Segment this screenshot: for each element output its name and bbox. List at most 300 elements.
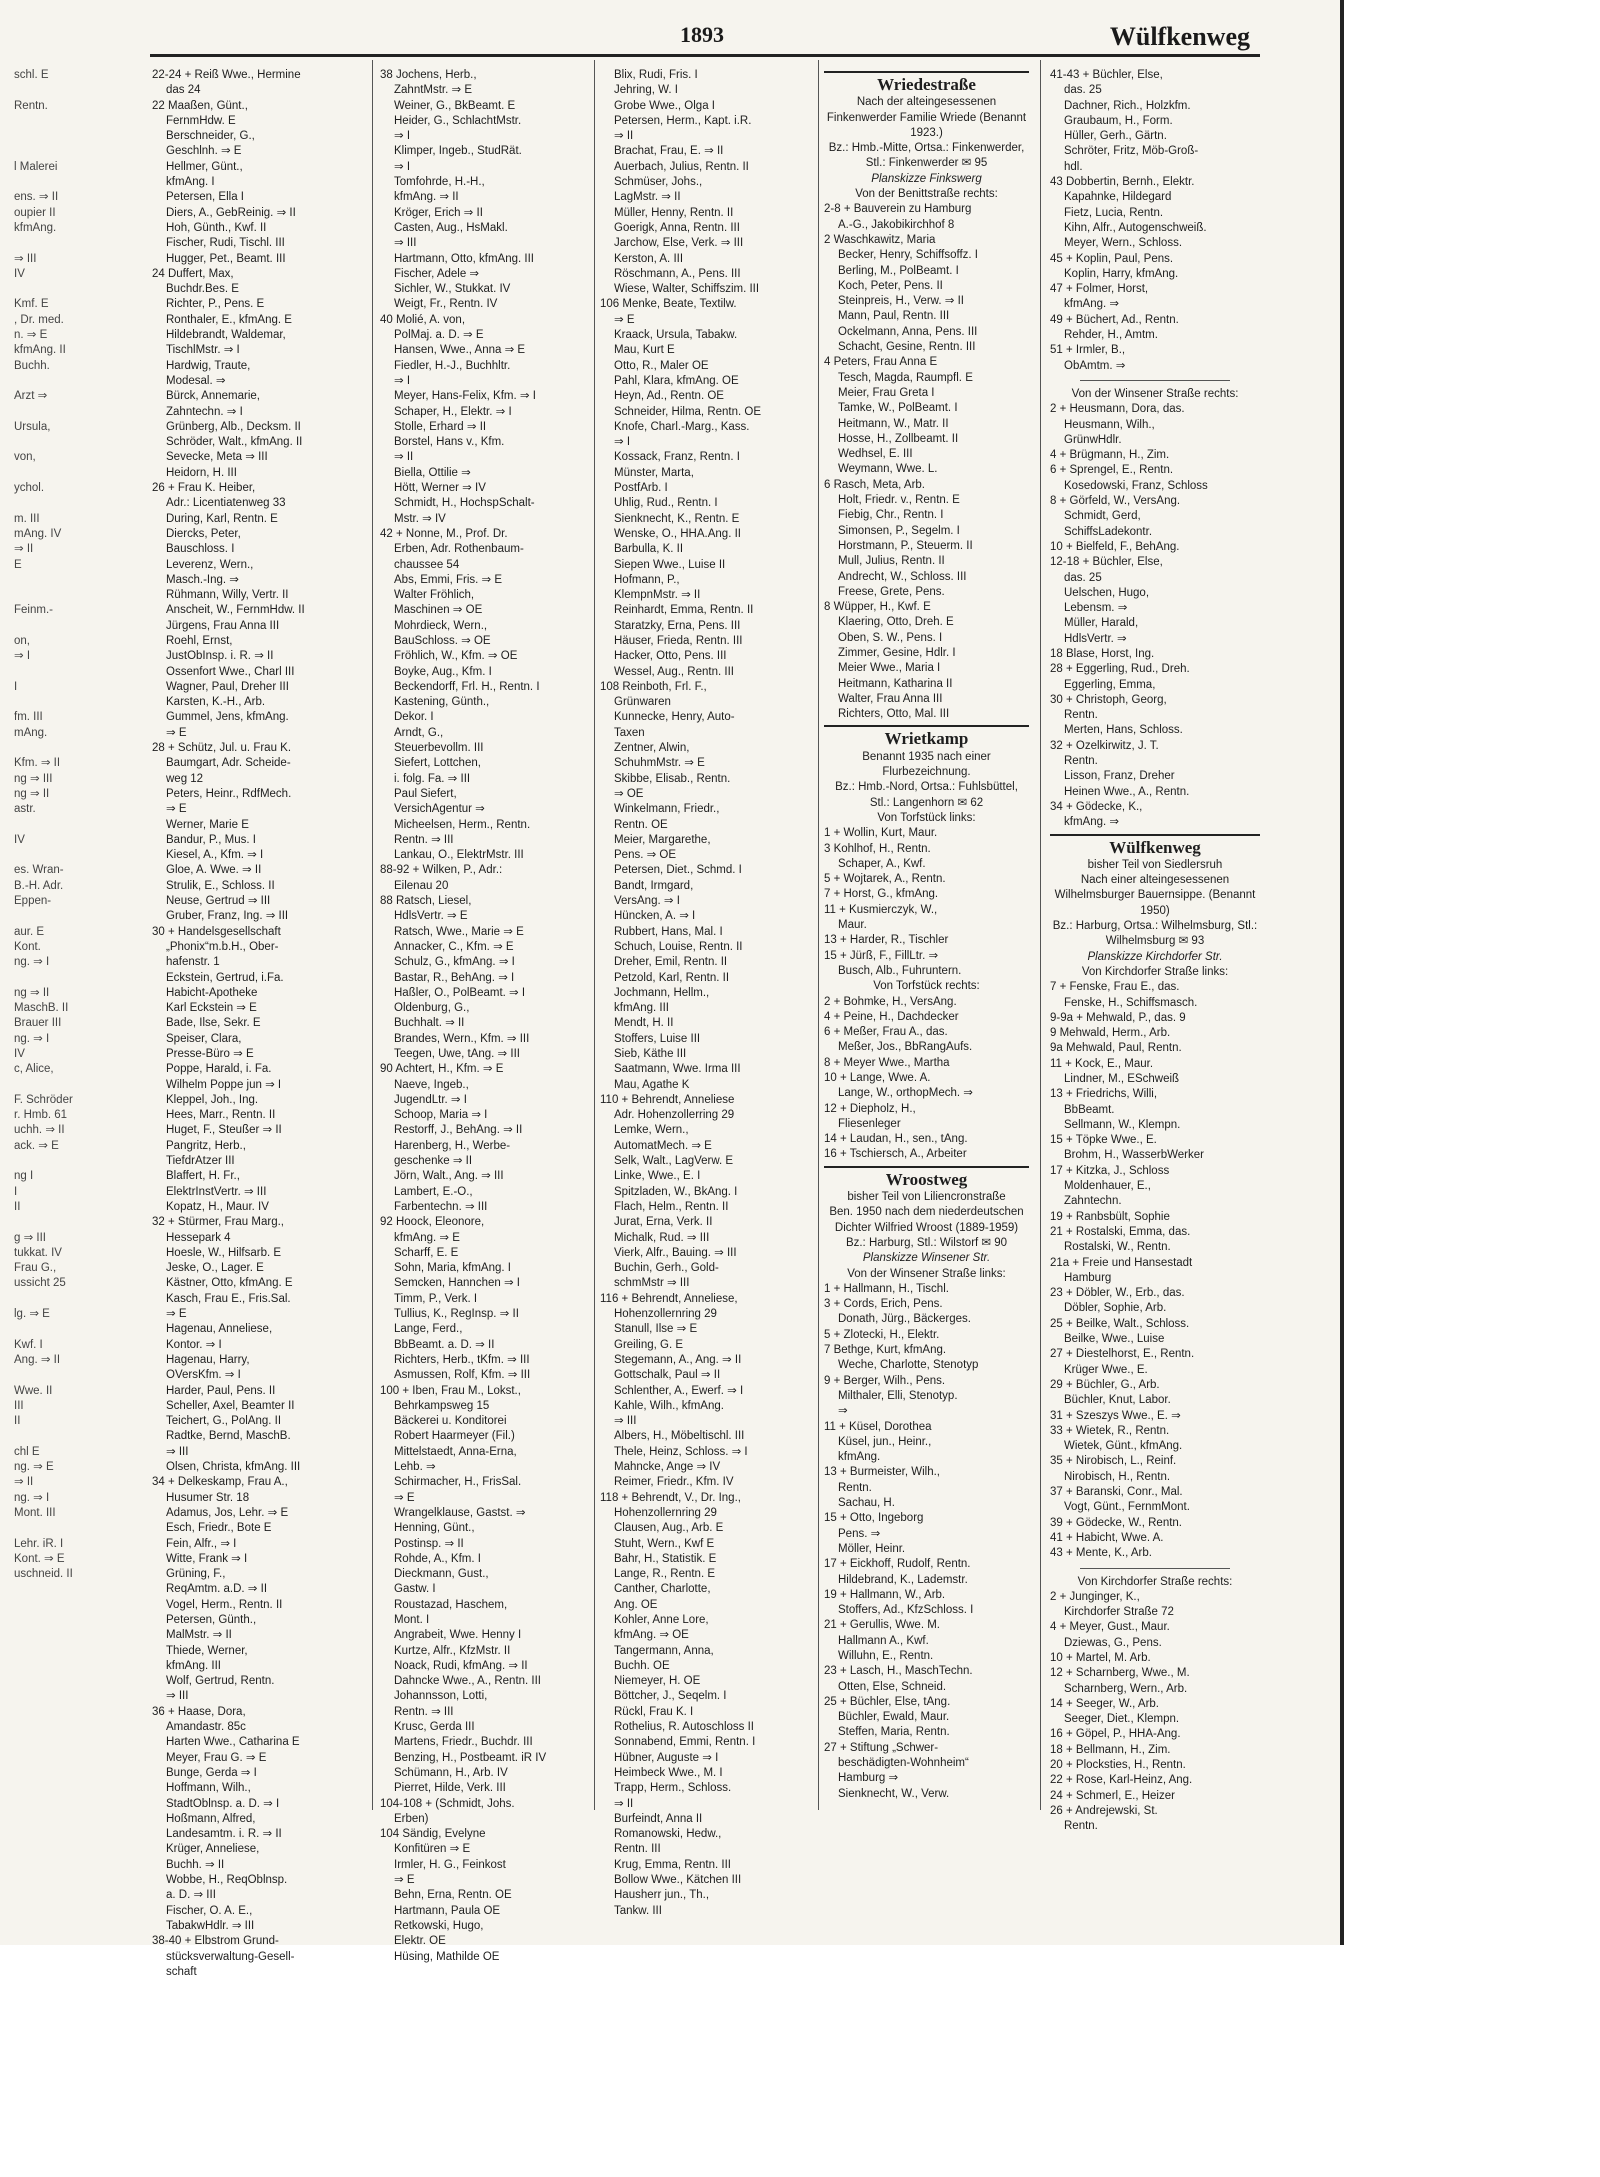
directory-line: Schröter, Fritz, Möb-Groß- xyxy=(1064,145,1199,158)
directory-line: Wessel, Aug., Rentn. III xyxy=(614,665,734,678)
directory-line: Koplin, Harry, kfmAng. xyxy=(1064,267,1179,280)
directory-line: Niemeyer, H. OE xyxy=(614,1675,701,1688)
directory-line: 22-24 + Reiß Wwe., Hermine xyxy=(152,69,301,81)
directory-line: Strulik, E., Schloss. II xyxy=(166,879,275,892)
directory-line: Spitzladen, W., BkAng. I xyxy=(614,1185,738,1198)
directory-line: Teegen, Uwe, tAng. ⇒ III xyxy=(394,1048,520,1060)
directory-line: Knofe, Charl.-Marg., Kass. xyxy=(614,420,750,433)
directory-line: oupier II xyxy=(14,206,56,219)
directory-line: Röschmann, A., Pens. III xyxy=(614,267,741,280)
directory-line: Meyer, Frau G. ⇒ E xyxy=(166,1751,267,1764)
directory-line: Brohm, H., WasserbWerker xyxy=(1064,1149,1204,1162)
directory-line: Zahntechn. ⇒ I xyxy=(166,405,243,418)
resident-list xyxy=(1050,980,1260,1561)
street-intro: Nach der alteingesessenen Finkenwerder Familie Wriede (Benannt 1923.) xyxy=(826,96,1027,139)
directory-line: Müller, Harald, xyxy=(1064,617,1139,630)
directory-line: 31 + Szeszys Wwe., E. ⇒ xyxy=(1050,1409,1181,1422)
directory-line: Peters, Heinr., RdfMech. xyxy=(166,787,292,800)
street-admin-info: Bz.: Hmb.-Nord, Ortsa.: Fuhlsbüttel, Stl.: Langenhorn ✉ 62 xyxy=(835,781,1018,809)
directory-line: Fietz, Lucia, Rentn. xyxy=(1064,206,1164,219)
directory-line: 28 + Schütz, Jul. u. Frau K. xyxy=(152,742,292,755)
directory-line: 49 + Büchert, Ad., Rentn. xyxy=(1050,313,1179,326)
directory-line: JugendLtr. ⇒ I xyxy=(394,1093,467,1106)
directory-line: Postinsp. ⇒ II xyxy=(394,1537,464,1550)
directory-line: 4 + Brügmann, H., Zim. xyxy=(1050,449,1170,462)
directory-line: Wilhelm Poppe jun ⇒ I xyxy=(166,1078,282,1091)
directory-line: 6 Rasch, Meta, Arb. xyxy=(824,478,925,491)
section-rule xyxy=(1050,834,1260,836)
street-admin-info: Bz.: Harburg, Stl.: Wilstorf ✉ 90 xyxy=(845,1236,1008,1249)
directory-line: 19 + Hallmann, W., Arb. xyxy=(824,1588,946,1601)
directory-line: Eckstein, Gertrud, i.Fa. xyxy=(166,971,284,984)
directory-line: ⇒ II xyxy=(394,451,414,464)
directory-line: Thele, Heinz, Schloss. ⇒ I xyxy=(614,1445,748,1458)
direction-note: Von Kirchdorfer Straße rechts: xyxy=(1077,1575,1233,1588)
directory-line: Hamburg xyxy=(1064,1271,1112,1284)
directory-line: ⇒ OE xyxy=(614,787,644,800)
directory-line: Erben, Adr. Rothenbaum- xyxy=(394,543,524,556)
directory-line: Stoffers, Ad., KfzSchloss. I xyxy=(838,1604,974,1617)
directory-line: Rentn. OE xyxy=(614,818,668,831)
directory-line: Hohenzollernring 29 xyxy=(614,1506,717,1519)
directory-line: 37 + Baranski, Conr., Mal. xyxy=(1050,1486,1183,1499)
directory-line: Pierret, Hilde, Verk. III xyxy=(394,1782,506,1795)
directory-line: Erben) xyxy=(394,1812,429,1825)
directory-line xyxy=(0,573,110,588)
directory-line: Jarchow, Else, Verk. ⇒ III xyxy=(614,237,744,250)
directory-line: Kirchdorfer Straße 72 xyxy=(1064,1606,1174,1619)
directory-line: Brandes, Wern., Kfm. ⇒ III xyxy=(394,1032,530,1045)
directory-line: lg. ⇒ E xyxy=(14,1308,50,1321)
directory-line: Arzt ⇒ xyxy=(14,390,48,403)
directory-line: Saatmann, Wwe. Irma III xyxy=(614,1063,741,1076)
directory-line: fm. III xyxy=(14,711,43,724)
directory-line: Baumgart, Adr. Scheide- xyxy=(166,757,291,770)
directory-line: Mont. I xyxy=(394,1613,430,1626)
directory-line: Jochmann, Hellm., xyxy=(614,986,710,999)
directory-line: Winkelmann, Friedr., xyxy=(614,803,720,816)
resident-list xyxy=(824,202,1029,722)
directory-line: Scheller, Axel, Beamter II xyxy=(166,1399,295,1412)
directory-line: MalMstr. ⇒ II xyxy=(166,1629,232,1642)
directory-line: Rühmann, Willy, Vertr. II xyxy=(166,589,289,602)
directory-line: Pahl, Klara, kfmAng. OE xyxy=(614,374,739,387)
directory-line: Müller, Henny, Rentn. II xyxy=(614,206,734,219)
directory-line: 14 + Seeger, W., Arb. xyxy=(1050,1697,1159,1710)
directory-line: Sachau, H. xyxy=(838,1497,895,1510)
directory-line: 25 + Beilke, Walt., Schloss. xyxy=(1050,1317,1190,1330)
directory-line: Krüger Wwe., E. xyxy=(1064,1363,1148,1376)
directory-line: Lebensm. ⇒ xyxy=(1064,602,1128,615)
directory-line: Noack, Rudi, kfmAng. ⇒ II xyxy=(394,1659,528,1672)
directory-line: Krüger, Anneliese, xyxy=(166,1843,260,1856)
directory-line: ZahntMstr. ⇒ E xyxy=(394,84,473,97)
directory-line: Rentn. xyxy=(1064,755,1098,768)
directory-line: ⇒ II xyxy=(614,1797,634,1810)
directory-line: Dahncke Wwe., A., Rentn. III xyxy=(394,1675,542,1688)
column-divider xyxy=(594,60,595,1810)
directory-line: 88 Ratsch, Liesel, xyxy=(380,895,472,908)
directory-line: Stanull, Ilse ⇒ E xyxy=(614,1323,698,1336)
directory-line: Micheelsen, Herm., Rentn. xyxy=(394,818,531,831)
directory-line: Behrkampsweg 15 xyxy=(394,1399,490,1412)
directory-line: 47 + Folmer, Horst, xyxy=(1050,283,1149,296)
directory-line: Zahntechn. xyxy=(1064,1195,1122,1208)
directory-line: Eilenau 20 xyxy=(394,879,449,892)
directory-line xyxy=(0,374,110,389)
directory-line: Klaering, Otto, Dreh. E xyxy=(838,616,954,629)
directory-line: Rentn. III xyxy=(614,1843,661,1856)
directory-line: 34 + Gödecke, K., xyxy=(1050,800,1143,813)
directory-line: ng ⇒ II xyxy=(14,787,50,800)
directory-line: 9-9a + Mehwald, P., das. 9 xyxy=(1050,1011,1186,1024)
directory-line xyxy=(0,435,110,450)
directory-line xyxy=(0,282,110,297)
directory-line: Hamburg ⇒ xyxy=(838,1772,899,1785)
directory-line: OVersKfm. ⇒ I xyxy=(166,1369,241,1382)
directory-line: 39 + Gödecke, W., Rentn. xyxy=(1050,1516,1183,1529)
directory-line: beschädigten-Wohnheim“ xyxy=(838,1757,969,1770)
directory-line: Meßer, Jos., BbRangAufs. xyxy=(838,1041,973,1054)
directory-line: Bäckerei u. Konditorei xyxy=(394,1415,507,1428)
directory-line: Petersen, Herm., Kapt. i.R. xyxy=(614,114,752,127)
directory-line: FernmHdw. E xyxy=(166,114,236,127)
directory-line: Weiner, G., BkBeamt. E xyxy=(394,99,516,112)
directory-line: Dekor. I xyxy=(394,711,434,724)
directory-line: Walter Fröhlich, xyxy=(394,589,475,602)
directory-line: Presse-Büro ⇒ E xyxy=(166,1048,254,1060)
directory-line: SchuhmMstr. ⇒ E xyxy=(614,757,705,770)
directory-line: 2-8 + Bauverein zu Hamburg xyxy=(824,203,972,216)
directory-line: kfmAng. xyxy=(14,221,57,234)
directory-column-2 xyxy=(380,68,590,1963)
directory-line: Häuser, Frieda, Rentn. III xyxy=(614,634,743,647)
directory-line: Kmf. E xyxy=(14,298,49,311)
directory-line: HdlsVertr. ⇒ xyxy=(1064,632,1127,645)
directory-line: Buchhalt. ⇒ II xyxy=(394,1017,465,1030)
directory-line: Poppe, Harald, i. Fa. xyxy=(166,1063,272,1076)
directory-line: ng. ⇒ I xyxy=(14,1032,50,1045)
directory-line: Mau, Agathe K xyxy=(614,1078,690,1091)
directory-line: Buchdr.Bes. E xyxy=(166,283,239,296)
directory-line: Restorff, J., BehAng. ⇒ II xyxy=(394,1124,523,1137)
directory-line: Wagner, Paul, Dreher III xyxy=(166,680,289,693)
directory-line: 2 + Heusmann, Dora, das. xyxy=(1050,403,1185,416)
directory-line: Petersen, Ella I xyxy=(166,191,244,204)
direction-note: Von Torfstück rechts: xyxy=(873,980,980,993)
directory-line: Gloe, A. Wwe. ⇒ II xyxy=(166,864,262,877)
directory-line: 9a Mehwald, Paul, Rentn. xyxy=(1050,1042,1182,1055)
directory-line: 2 Waschkawitz, Maria xyxy=(824,233,936,246)
directory-line: Sevecke, Meta ⇒ III xyxy=(166,451,268,464)
directory-line xyxy=(0,144,110,159)
directory-line: Scharff, E. E xyxy=(394,1246,459,1259)
directory-line: 10 + Bielfeld, F., BehAng. xyxy=(1050,540,1180,553)
directory-line: Karsten, K.-H., Arb. xyxy=(166,696,266,709)
directory-line: Schuch, Louise, Rentn. II xyxy=(614,940,743,953)
directory-line: Krug, Emma, Rentn. III xyxy=(614,1858,731,1871)
directory-line: Brachat, Frau, E. ⇒ II xyxy=(614,145,724,158)
directory-line: Fischer, Adele ⇒ xyxy=(394,267,480,280)
directory-line: Busch, Alb., Fuhruntern. xyxy=(838,964,962,977)
street-intro: Benannt 1935 nach einer Flurbezeichnung. xyxy=(862,750,991,779)
directory-line: 23 + Döbler, W., Erb., das. xyxy=(1050,1287,1185,1300)
directory-line: Speiser, Clara, xyxy=(166,1032,242,1045)
directory-line: Geschlnh. ⇒ E xyxy=(166,145,242,158)
directory-line: Hüller, Gerh., Gärtn. xyxy=(1064,130,1167,143)
direction-note: Von der Winsener Straße rechts: xyxy=(1071,387,1239,400)
directory-line: Kunnecke, Henry, Auto- xyxy=(614,711,735,724)
directory-line: Grüning, F., xyxy=(166,1568,226,1581)
directory-line: Albers, H., Möbeltischl. III xyxy=(614,1430,745,1443)
directory-line: IV xyxy=(14,833,25,846)
directory-line: Zimmer, Gesine, Hdlr. I xyxy=(838,646,956,659)
directory-line: 21a + Freie und Hansestadt xyxy=(1050,1256,1193,1269)
directory-line: 27 + Diestelhorst, E., Rentn. xyxy=(1050,1348,1195,1361)
directory-line: Petzold, Karl, Rentn. II xyxy=(614,971,730,984)
directory-line: Lehb. ⇒ xyxy=(394,1461,436,1474)
directory-line: Heimbeck Wwe., M. I xyxy=(614,1766,723,1779)
directory-line: KlempnMstr. ⇒ II xyxy=(614,589,701,602)
directory-line: Arndt, G., xyxy=(394,726,444,739)
directory-line: Hildebrandt, Waldemar, xyxy=(166,329,286,342)
directory-line: Linke, Wwe., E. I xyxy=(614,1170,701,1183)
directory-line: Steinpreis, H., Verw. ⇒ II xyxy=(838,295,964,308)
directory-line: Diercks, Peter, xyxy=(166,527,241,540)
directory-line: ⇒ III xyxy=(614,1415,637,1428)
directory-line: Kont. ⇒ E xyxy=(14,1552,65,1565)
directory-line: 11 + Kock, E., Maur. xyxy=(1050,1057,1154,1070)
directory-line: 12 + Diepholz, H., xyxy=(824,1102,916,1115)
directory-line: 45 + Koplin, Paul, Pens. xyxy=(1050,252,1174,265)
directory-line: Meyer, Wern., Schloss. xyxy=(1064,237,1183,250)
directory-line: II xyxy=(14,1415,21,1428)
directory-line: Mau, Kurt E xyxy=(614,344,675,357)
directory-line: Merten, Hans, Schloss. xyxy=(1064,724,1183,737)
directory-line: Tesch, Magda, Raumpfl. E xyxy=(838,371,973,384)
directory-line: Kossack, Franz, Rentn. I xyxy=(614,451,740,464)
directory-line: Hallmann A., Kwf. xyxy=(838,1634,929,1647)
directory-line: Gastw. I xyxy=(394,1583,436,1596)
directory-line: Wobbe, H., ReqOblnsp. xyxy=(166,1874,288,1887)
directory-line: 118 + Behrendt, V., Dr. Ing., xyxy=(600,1491,741,1504)
street-former-name: bisher Teil von Liliencronstraße xyxy=(847,1191,1006,1204)
directory-line: es. Wran- xyxy=(14,864,64,877)
directory-line: Lehr. iR. I xyxy=(14,1537,64,1550)
directory-line: Kiesel, A., Kfm. ⇒ I xyxy=(166,849,264,862)
directory-line: ElektrInstVertr. ⇒ III xyxy=(166,1185,267,1198)
directory-line: Bade, Ilse, Sekr. E xyxy=(166,1017,261,1030)
directory-line: ack. ⇒ E xyxy=(14,1139,59,1152)
street-former-name: bisher Teil von Siedlersruh xyxy=(1087,858,1223,871)
directory-line xyxy=(0,1429,110,1444)
directory-line: Kurtze, Alfr., KfzMstr. II xyxy=(394,1644,511,1657)
directory-line: Sieb, Käthe III xyxy=(614,1048,687,1060)
direction-note: Von der Benittstraße rechts: xyxy=(855,188,998,201)
directory-line: Grobe Wwe., Olga I xyxy=(614,99,715,112)
directory-line: 12-18 + Büchler, Else, xyxy=(1050,556,1163,569)
directory-line: 30 + Christoph, Georg, xyxy=(1050,693,1167,706)
directory-line: Bollow Wwe., Kätchen III xyxy=(614,1874,742,1887)
directory-line: Fliesenleger xyxy=(838,1117,901,1130)
directory-line: BauSchloss. ⇒ OE xyxy=(394,634,491,647)
directory-column-4 xyxy=(824,68,1029,1808)
directory-line: 51 + Irmler, B., xyxy=(1050,344,1126,357)
directory-line: Kohler, Anne Lore, xyxy=(614,1613,709,1626)
directory-line: 106 Menke, Beate, Textilw. xyxy=(600,298,737,311)
directory-line: ussicht 25 xyxy=(14,1277,66,1290)
directory-line xyxy=(0,1154,110,1169)
street-admin-info: Bz.: Harburg, Ortsa.: Wilhelmsburg, Stl.: Wilhelmsburg ✉ 93 xyxy=(1052,920,1258,948)
directory-line: Heider, G., SchlachtMstr. xyxy=(394,114,522,127)
directory-line: Hansen, Wwe., Anna ⇒ E xyxy=(394,344,526,357)
directory-line: 7 + Fenske, Frau E., das. xyxy=(1050,981,1180,994)
directory-line: Frau G., xyxy=(14,1262,57,1275)
directory-line: 28 + Eggerling, Rud., Dreh. xyxy=(1050,663,1190,676)
directory-line: I xyxy=(14,680,18,693)
directory-line: Hött, Werner ⇒ IV xyxy=(394,482,486,495)
directory-line: Pens. ⇒ xyxy=(838,1527,881,1540)
directory-line: Vogel, Herm., Rentn. II xyxy=(166,1598,283,1611)
directory-line: Stegemann, A., Ang. ⇒ II xyxy=(614,1353,742,1366)
directory-line: Krusc, Gerda III xyxy=(394,1721,475,1734)
directory-line: ng ⇒ II xyxy=(14,986,50,999)
directory-line: SchiffsLadekontr. xyxy=(1064,525,1153,538)
directory-line: Rentn. xyxy=(838,1481,872,1494)
directory-line: Radtke, Bernd, MaschB. xyxy=(166,1430,291,1443)
directory-line: Büchler, Ewald, Maur. xyxy=(838,1711,950,1724)
directory-line: Hartmann, Otto, kfmAng. III xyxy=(394,252,534,265)
directory-line: Beilke, Wwe., Luise xyxy=(1064,1333,1165,1346)
directory-line: PolMaj. a. D. ⇒ E xyxy=(394,329,484,342)
directory-line: kfmAng. ⇒ E xyxy=(394,1231,460,1244)
directory-line: 110 + Behrendt, Anneliese xyxy=(600,1093,735,1106)
directory-line: Benzing, H., Postbeamt. iR IV xyxy=(394,1751,547,1764)
directory-line: r. Hmb. 61 xyxy=(14,1109,68,1122)
directory-line: Hüsing, Mathilde OE xyxy=(394,1950,500,1963)
directory-line: Masch.-Ing. ⇒ xyxy=(166,573,239,586)
directory-line: Freese, Grete, Pens. xyxy=(838,585,945,598)
directory-line: Paul Siefert, xyxy=(394,787,457,800)
directory-line: Maschinen ⇒ OE xyxy=(394,604,483,617)
directory-line: Borstel, Hans v., Kfm. xyxy=(394,436,505,449)
directory-line: 40 Molié, A. von, xyxy=(380,313,466,326)
directory-line: Hausherr jun., Th., xyxy=(614,1889,710,1902)
directory-line: Grünwaren xyxy=(614,696,671,709)
directory-line: kfmAng. III xyxy=(166,1659,221,1672)
directory-line: Horstmann, P., Steuerm. II xyxy=(838,539,973,552)
directory-line: Richter, P., Pens. E xyxy=(166,298,265,311)
directory-line: Adr. Hohenzollerring 29 xyxy=(614,1109,735,1122)
directory-line: ⇒ II xyxy=(14,543,34,556)
directory-line: Tangermann, Anna, xyxy=(614,1644,714,1657)
directory-line: ⇒ III xyxy=(394,237,417,250)
directory-column-5 xyxy=(1050,68,1260,1833)
directory-line: Bauschloss. I xyxy=(166,543,235,556)
directory-line: 13 + Friedrichs, Willi, xyxy=(1050,1088,1158,1101)
directory-line: Landesamtm. i. R. ⇒ II xyxy=(166,1828,282,1841)
directory-line: Lambert, E.-O., xyxy=(394,1185,473,1198)
directory-line: Clausen, Aug., Arb. E xyxy=(614,1522,724,1535)
directory-line: Witte, Frank ⇒ I xyxy=(166,1552,248,1565)
directory-line xyxy=(0,741,110,756)
directory-line: Dieckmann, Gust., xyxy=(394,1568,489,1581)
directory-line: Henning, Günt., xyxy=(394,1522,475,1535)
directory-line: 92 Hoock, Eleonore, xyxy=(380,1216,485,1229)
directory-line: Schirmacher, H., FrisSal. xyxy=(394,1476,522,1489)
directory-line: ObAmtm. ⇒ xyxy=(1064,359,1126,372)
directory-line: 13 + Harder, R., Tischler xyxy=(824,934,949,947)
directory-line: Steffen, Maria, Rentn. xyxy=(838,1726,950,1739)
directory-line: IV xyxy=(14,1048,25,1060)
directory-line: Hees, Marr., Rentn. II xyxy=(166,1109,276,1122)
direction-note: Von der Winsener Straße links: xyxy=(847,1267,1006,1280)
directory-line: Rentn. xyxy=(1064,1820,1098,1833)
directory-line: Martens, Friedr., Buchdr. III xyxy=(394,1736,533,1749)
directory-line: 42 + Nonne, M., Prof. Dr. xyxy=(380,527,508,540)
directory-line: Willuhn, E., Rentn. xyxy=(838,1649,934,1662)
section-rule xyxy=(824,71,1029,73)
directory-line: 7 + Horst, G., kfmAng. xyxy=(824,888,939,901)
resident-list xyxy=(1050,68,1260,374)
directory-line: Möller, Heinr. xyxy=(838,1542,906,1555)
street-title-wroostweg: Wroostweg xyxy=(885,1169,968,1189)
directory-line: Mittelstaedt, Anna-Erna, xyxy=(394,1445,517,1458)
directory-line: 23 + Lasch, H., MaschTechn. xyxy=(824,1665,973,1678)
directory-line: Wedhsel, E. III xyxy=(838,448,913,461)
directory-line: Steuerbevollm. III xyxy=(394,742,484,755)
directory-line: Büchler, Knut, Labor. xyxy=(1064,1394,1171,1407)
directory-line: Behn, Erna, Rentn. OE xyxy=(394,1889,512,1902)
directory-line: Uhlig, Rud., Rentn. I xyxy=(614,497,718,510)
directory-line: BbBeamt. a. D. ⇒ II xyxy=(394,1338,495,1351)
directory-line: Dziewas, G., Pens. xyxy=(1064,1636,1162,1649)
directory-line: Roehl, Ernst, xyxy=(166,634,233,647)
directory-line: n. ⇒ E xyxy=(14,329,48,342)
directory-line: 5 + Zlotecki, H., Elektr. xyxy=(824,1328,940,1341)
directory-line: Taxen xyxy=(614,726,645,739)
directory-line: Huget, F., Steußer ⇒ II xyxy=(166,1124,282,1137)
directory-line: das. 25 xyxy=(1064,84,1102,97)
directory-line: Oben, S. W., Pens. I xyxy=(838,631,943,644)
directory-line: Graubaum, H., Form. xyxy=(1064,114,1173,127)
directory-line: „Phonix“m.b.H., Ober- xyxy=(166,940,279,953)
directory-line: Siefert, Lottchen, xyxy=(394,757,481,770)
directory-line xyxy=(0,619,110,634)
directory-line: Hartmann, Paula OE xyxy=(394,1904,501,1917)
directory-column-3 xyxy=(600,68,815,1917)
directory-line: Grünberg, Alb., Decksm. II xyxy=(166,420,301,433)
directory-line: 38-40 + Elbstrom Grund- xyxy=(152,1935,279,1948)
directory-line: Tomfohrde, H.-H., xyxy=(394,176,485,189)
running-street-header: Wülfkenweg xyxy=(1109,22,1250,51)
directory-line: LagMstr. ⇒ II xyxy=(614,191,681,204)
directory-line: Gummel, Jens, kfmAng. xyxy=(166,711,289,724)
directory-line: ⇒ I xyxy=(394,160,411,173)
directory-line: TabakwHdlr. ⇒ III xyxy=(166,1919,255,1932)
directory-line: Weymann, Wwe. L. xyxy=(838,463,938,476)
directory-line: Vogt, Günt., FernmMont. xyxy=(1064,1501,1190,1514)
directory-line: 27 + Stiftung „Schwer- xyxy=(824,1741,939,1754)
directory-line: Mahncke, Ange ⇒ IV xyxy=(614,1461,721,1474)
directory-line: Kästner, Otto, kfmAng. E xyxy=(166,1277,293,1290)
directory-line: m. III xyxy=(14,512,40,525)
directory-line: kfmAng. ⇒ xyxy=(1064,298,1120,311)
directory-line: ⇒ E xyxy=(166,726,187,739)
directory-line: Rothelius, R. Autoschloss II xyxy=(614,1721,754,1734)
directory-line xyxy=(0,405,110,420)
directory-line: Hohenzollernring 29 xyxy=(614,1308,717,1321)
